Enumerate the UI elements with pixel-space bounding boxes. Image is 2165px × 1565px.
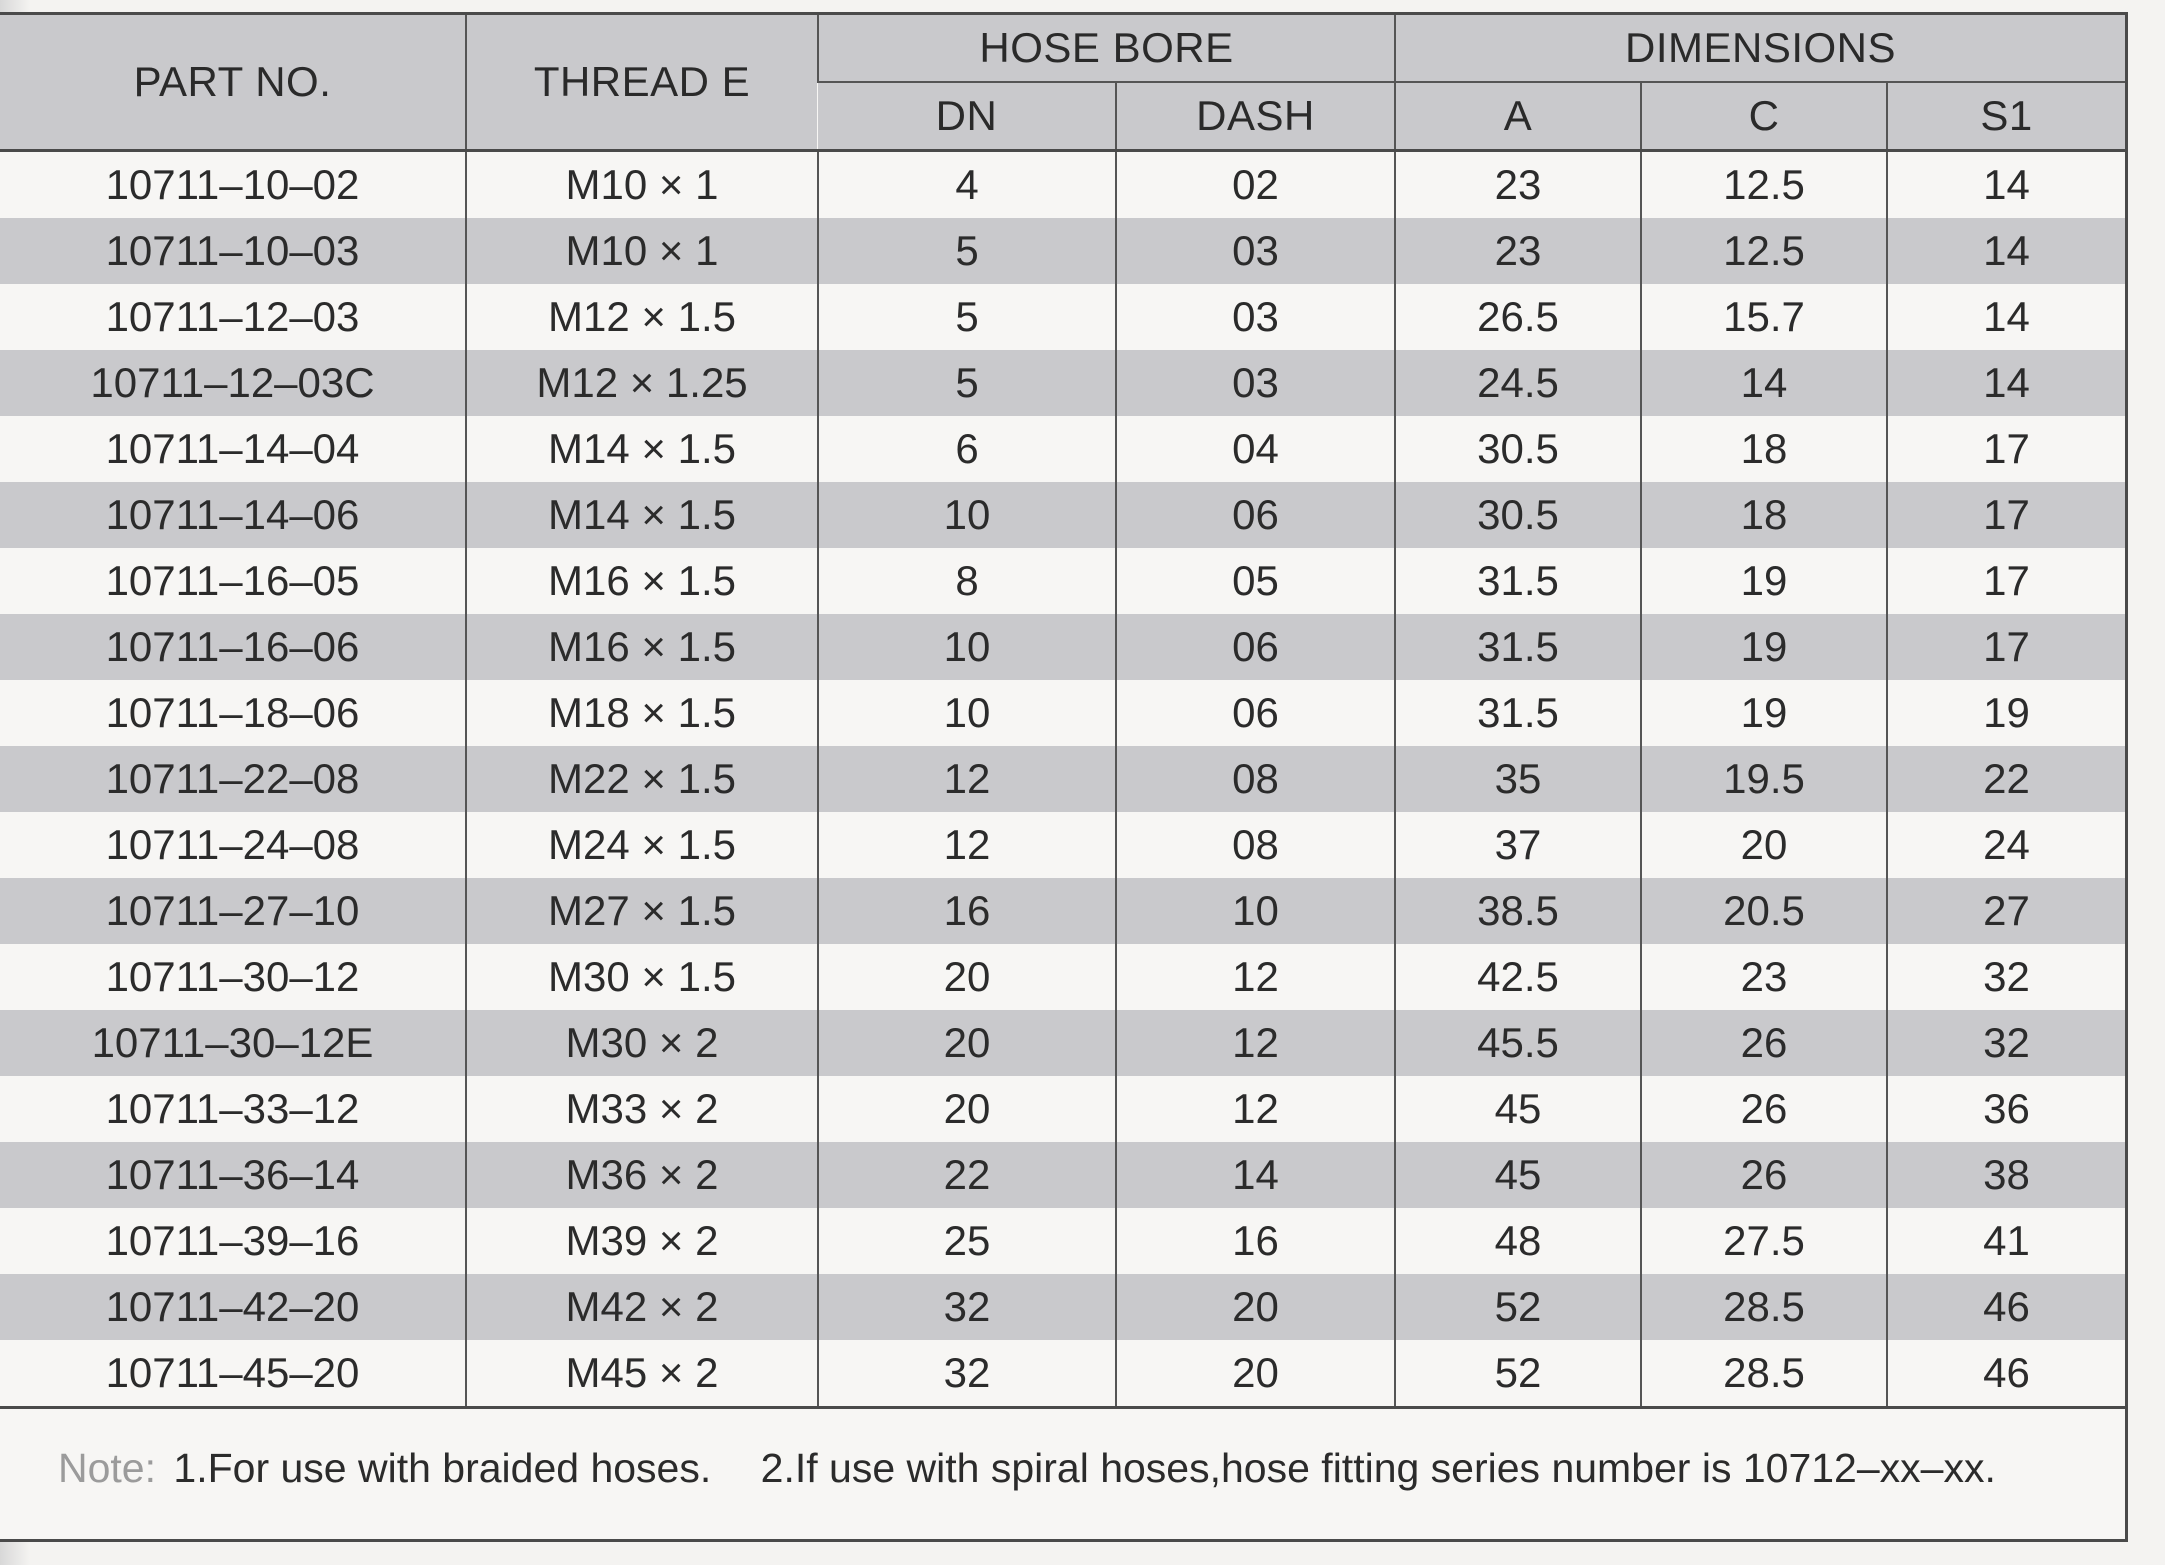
cell-dash: 08 [1116,746,1395,812]
header-hose-bore: HOSE BORE [818,15,1395,82]
cell-c: 28.5 [1641,1340,1887,1408]
cell-c: 19 [1641,680,1887,746]
cell-part-no: 10711–24–08 [0,812,466,878]
cell-part-no: 10711–36–14 [0,1142,466,1208]
cell-c: 28.5 [1641,1274,1887,1340]
cell-part-no: 10711–39–16 [0,1208,466,1274]
cell-a: 31.5 [1395,614,1641,680]
cell-dn: 12 [818,812,1116,878]
cell-a: 45 [1395,1076,1641,1142]
cell-dash: 04 [1116,416,1395,482]
cell-part-no: 10711–14–06 [0,482,466,548]
cell-s1: 17 [1887,548,2125,614]
cell-s1: 32 [1887,944,2125,1010]
cell-dn: 20 [818,944,1116,1010]
cell-part-no: 10711–18–06 [0,680,466,746]
table-row [0,1010,2125,1076]
header-dash: DASH [1116,82,1395,151]
table-row [0,1142,2125,1208]
cell-s1: 46 [1887,1274,2125,1340]
header-s1: S1 [1887,82,2125,151]
cell-c: 19.5 [1641,746,1887,812]
cell-dn: 12 [818,746,1116,812]
cell-s1: 36 [1887,1076,2125,1142]
cell-thread: M16 × 1.5 [466,614,818,680]
cell-dn: 25 [818,1208,1116,1274]
cell-dash: 02 [1116,151,1395,219]
cell-dash: 03 [1116,284,1395,350]
cell-a: 52 [1395,1340,1641,1408]
cell-dash: 12 [1116,1010,1395,1076]
cell-s1: 38 [1887,1142,2125,1208]
note-item-2: 2.If use with spiral hoses,hose fitting series number is 10712–xx–xx. [760,1445,1996,1491]
cell-a: 48 [1395,1208,1641,1274]
cell-c: 19 [1641,614,1887,680]
cell-dn: 5 [818,218,1116,284]
hose-fitting-spec-table [0,15,2125,1409]
cell-thread: M10 × 1 [466,151,818,219]
cell-s1: 27 [1887,878,2125,944]
cell-dash: 06 [1116,614,1395,680]
cell-dash: 14 [1116,1142,1395,1208]
cell-c: 26 [1641,1142,1887,1208]
cell-part-no: 10711–10–02 [0,151,466,219]
cell-dn: 6 [818,416,1116,482]
cell-c: 26 [1641,1010,1887,1076]
cell-thread: M22 × 1.5 [466,746,818,812]
header-a: A [1395,82,1641,151]
header-c: C [1641,82,1887,151]
cell-thread: M36 × 2 [466,1142,818,1208]
cell-dn: 4 [818,151,1116,219]
cell-part-no: 10711–45–20 [0,1340,466,1408]
cell-s1: 14 [1887,151,2125,219]
spec-sheet [0,12,2128,1542]
cell-dn: 5 [818,350,1116,416]
table-row [0,1274,2125,1340]
cell-part-no: 10711–12–03 [0,284,466,350]
table-row [0,350,2125,416]
cell-thread: M42 × 2 [466,1274,818,1340]
cell-dn: 22 [818,1142,1116,1208]
cell-dash: 03 [1116,350,1395,416]
table-row [0,812,2125,878]
table-header [0,15,2125,151]
cell-c: 14 [1641,350,1887,416]
cell-a: 31.5 [1395,680,1641,746]
cell-c: 20 [1641,812,1887,878]
cell-dash: 20 [1116,1340,1395,1408]
cell-part-no: 10711–27–10 [0,878,466,944]
cell-c: 12.5 [1641,151,1887,219]
cell-dash: 05 [1116,548,1395,614]
cell-a: 38.5 [1395,878,1641,944]
cell-dn: 8 [818,548,1116,614]
cell-a: 45 [1395,1142,1641,1208]
cell-thread: M27 × 1.5 [466,878,818,944]
table-row [0,218,2125,284]
cell-part-no: 10711–16–06 [0,614,466,680]
cell-part-no: 10711–30–12E [0,1010,466,1076]
cell-part-no: 10711–16–05 [0,548,466,614]
cell-a: 30.5 [1395,482,1641,548]
cell-s1: 19 [1887,680,2125,746]
cell-part-no: 10711–42–20 [0,1274,466,1340]
cell-s1: 17 [1887,482,2125,548]
cell-dn: 32 [818,1274,1116,1340]
cell-thread: M14 × 1.5 [466,482,818,548]
table-row [0,1340,2125,1408]
cell-dash: 12 [1116,1076,1395,1142]
cell-thread: M39 × 2 [466,1208,818,1274]
cell-a: 45.5 [1395,1010,1641,1076]
cell-thread: M10 × 1 [466,218,818,284]
cell-a: 24.5 [1395,350,1641,416]
cell-c: 27.5 [1641,1208,1887,1274]
cell-dn: 10 [818,482,1116,548]
cell-s1: 14 [1887,284,2125,350]
cell-c: 18 [1641,482,1887,548]
cell-dn: 10 [818,614,1116,680]
cell-s1: 17 [1887,416,2125,482]
cell-a: 23 [1395,151,1641,219]
note-item-1: 1.For use with braided hoses. [173,1445,712,1491]
cell-part-no: 10711–22–08 [0,746,466,812]
table-row [0,416,2125,482]
table-row [0,1208,2125,1274]
cell-dash: 06 [1116,482,1395,548]
cell-a: 42.5 [1395,944,1641,1010]
table-row [0,746,2125,812]
cell-part-no: 10711–14–04 [0,416,466,482]
table-body [0,151,2125,1408]
cell-dash: 12 [1116,944,1395,1010]
cell-dash: 06 [1116,680,1395,746]
cell-c: 12.5 [1641,218,1887,284]
cell-thread: M16 × 1.5 [466,548,818,614]
cell-dn: 20 [818,1010,1116,1076]
table-row [0,944,2125,1010]
table-row [0,482,2125,548]
cell-thread: M45 × 2 [466,1340,818,1408]
cell-s1: 14 [1887,218,2125,284]
cell-a: 26.5 [1395,284,1641,350]
table-row [0,151,2125,219]
cell-thread: M33 × 2 [466,1076,818,1142]
cell-s1: 17 [1887,614,2125,680]
cell-c: 23 [1641,944,1887,1010]
cell-thread: M12 × 1.25 [466,350,818,416]
cell-thread: M30 × 2 [466,1010,818,1076]
table-row [0,878,2125,944]
cell-a: 23 [1395,218,1641,284]
cell-thread: M24 × 1.5 [466,812,818,878]
cell-s1: 32 [1887,1010,2125,1076]
cell-dash: 20 [1116,1274,1395,1340]
table-row [0,614,2125,680]
cell-a: 37 [1395,812,1641,878]
cell-part-no: 10711–30–12 [0,944,466,1010]
cell-thread: M18 × 1.5 [466,680,818,746]
cell-dash: 08 [1116,812,1395,878]
cell-dn: 20 [818,1076,1116,1142]
cell-part-no: 10711–33–12 [0,1076,466,1142]
cell-c: 18 [1641,416,1887,482]
footnote [0,1445,2120,1492]
cell-a: 35 [1395,746,1641,812]
cell-a: 52 [1395,1274,1641,1340]
table-row [0,1076,2125,1142]
cell-thread: M12 × 1.5 [466,284,818,350]
cell-part-no: 10711–12–03C [0,350,466,416]
table-row [0,680,2125,746]
cell-s1: 24 [1887,812,2125,878]
cell-c: 19 [1641,548,1887,614]
cell-dn: 10 [818,680,1116,746]
cell-s1: 14 [1887,350,2125,416]
cell-dash: 16 [1116,1208,1395,1274]
cell-c: 20.5 [1641,878,1887,944]
cell-c: 26 [1641,1076,1887,1142]
cell-part-no: 10711–10–03 [0,218,466,284]
cell-dn: 32 [818,1340,1116,1408]
header-part-no: PART NO. [0,15,466,151]
header-dn: DN [818,82,1116,151]
cell-thread: M14 × 1.5 [466,416,818,482]
cell-s1: 22 [1887,746,2125,812]
header-dimensions: DIMENSIONS [1395,15,2125,82]
header-thread: THREAD E [466,15,818,151]
cell-dash: 10 [1116,878,1395,944]
cell-a: 31.5 [1395,548,1641,614]
cell-c: 15.7 [1641,284,1887,350]
table-row [0,284,2125,350]
note-label: Note: [58,1445,156,1491]
cell-s1: 46 [1887,1340,2125,1408]
cell-dn: 16 [818,878,1116,944]
cell-s1: 41 [1887,1208,2125,1274]
cell-a: 30.5 [1395,416,1641,482]
cell-dn: 5 [818,284,1116,350]
cell-thread: M30 × 1.5 [466,944,818,1010]
table-row [0,548,2125,614]
cell-dash: 03 [1116,218,1395,284]
